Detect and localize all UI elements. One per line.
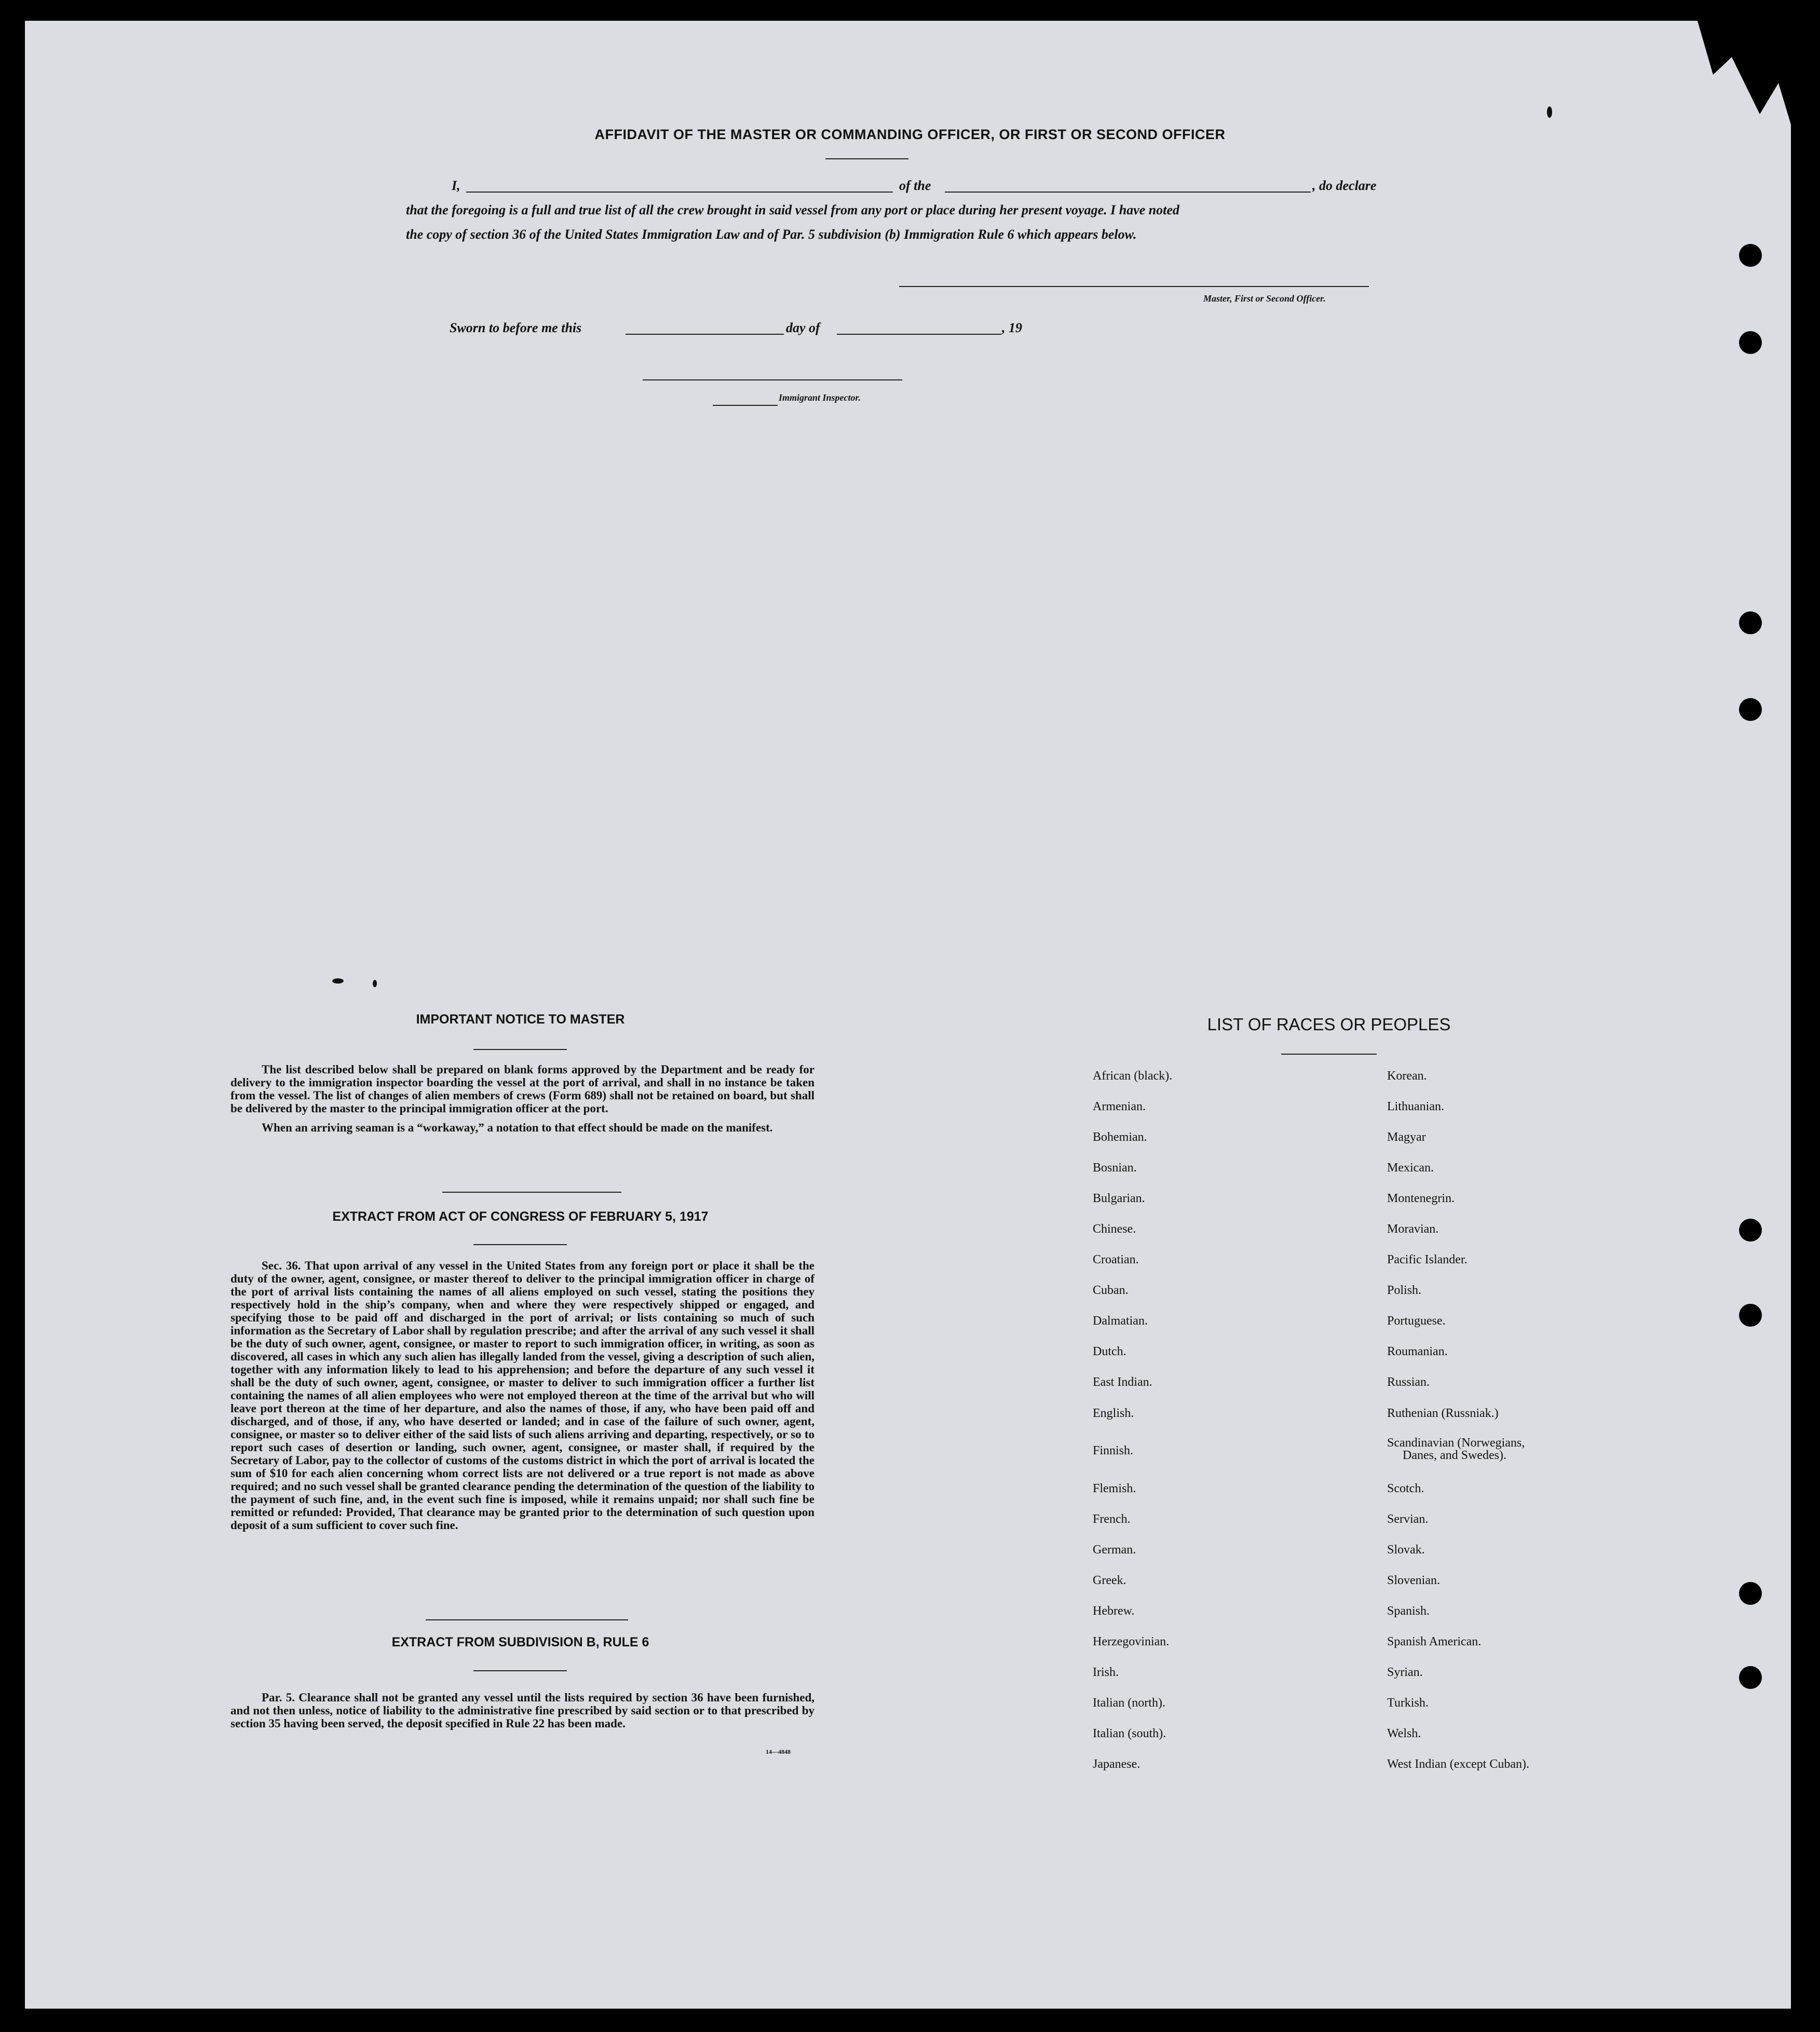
punch-hole: [1739, 331, 1762, 354]
form-number: 14—4848: [766, 1748, 791, 1755]
race-item: Bosnian.: [1093, 1161, 1137, 1175]
rule-rule: [473, 1670, 567, 1671]
race-item: Japanese.: [1093, 1757, 1140, 1771]
race-item: Spanish.: [1387, 1604, 1430, 1618]
races-rule: [1281, 1054, 1377, 1055]
race-item: Scotch.: [1387, 1482, 1424, 1495]
name-blank-line[interactable]: [466, 192, 893, 193]
race-item: Syrian.: [1387, 1666, 1423, 1679]
sworn-day-label: day of: [786, 320, 820, 335]
race-item: Spanish American.: [1387, 1635, 1482, 1648]
sworn-day-blank[interactable]: [626, 334, 784, 335]
race-item: Chinese.: [1093, 1222, 1136, 1236]
race-item: Portuguese.: [1387, 1314, 1446, 1328]
notice-title: IMPORTANT NOTICE TO MASTER: [416, 1012, 625, 1027]
race-item: Lithuanian.: [1387, 1100, 1444, 1113]
race-item: Hebrew.: [1093, 1604, 1135, 1618]
ink-speck: [1547, 106, 1552, 118]
race-item: English.: [1093, 1407, 1134, 1420]
race-item: German.: [1093, 1543, 1136, 1557]
race-item: Welsh.: [1387, 1727, 1421, 1740]
race-item: Pacific Islander.: [1387, 1253, 1468, 1266]
race-item: Croatian.: [1093, 1253, 1139, 1266]
race-item: Montenegrin.: [1387, 1192, 1455, 1205]
race-item: Bohemian.: [1093, 1130, 1147, 1144]
race-item: Finnish.: [1093, 1444, 1134, 1457]
act-section-36: Sec. 36. That upon arrival of any vessel in the United States from any foreign port or place it shall be the duty of the owner, agent, consignee, or master thereof to deliver to the principal immigration officer in charge of the port of arrival lists containing the names of all aliens employed on such vessel, stating the positions they respectively hold in the ship’s company, when and where they were respectively shipped or engaged, and specifying those to be paid off and discharged in the port of arrival; or lists containing so much of such information as the Secretary of Labor shall by regulation prescribe; and after the arrival of any such vessel it shall be the duty of such owner, agent, consignee, or master to report to such immigration officer, in writing, as soon as discovered, all cases in which any such alien has illegally landed from the vessel, giving a description of such alien, together with any information likely to lead to his apprehension; and before the departure of any such vessel it shall be the duty of such owner, agent, consignee, or master to deliver to such immigration officer a further list containing the names of all alien employees who were not employed thereon at the time of the arrival but who will leave port thereon at the time of her departure, and also the names of those, if any, who have been paid off and discharged, and of those, if any, who have deserted or landed; and in case of the failure of such owner, agent, consignee, or master so to deliver either of the said lists of such aliens arriving and departing, respectively, or so to report such cases of desertion or landing, such owner, agent, consignee, or master shall, if required by the Secretary of Labor, pay to the collector of customs of the customs district in which the port of arrival is located the sum of $10 for each alien concerning whom correct lists are not delivered or a true report is not made as above required; and no such vessel shall be granted clearance pending the determination of the question of the liability to the payment of such fine, and, in the event such fine is imposed, while it remains unpaid; nor shall such fine be remitted or refunded: Provided, That clearance may be granted prior to the determination of such question upon deposit of a sum sufficient to cover such fine.: [230, 1259, 814, 1532]
section-divider: [426, 1619, 628, 1620]
race-item: Scandinavian (Norwegians,: [1387, 1436, 1525, 1450]
affidavit-title: AFFIDAVIT OF THE MASTER OR COMMANDING OFFICER, OR FIRST OR SECOND OFFICER: [594, 127, 1226, 142]
punch-hole: [1739, 1582, 1762, 1605]
race-item: Russian.: [1387, 1375, 1430, 1389]
race-item: Italian (south).: [1093, 1727, 1166, 1740]
race-item: Servian.: [1387, 1512, 1429, 1526]
race-item: Greek.: [1093, 1574, 1126, 1587]
punch-hole: [1739, 698, 1762, 721]
declare-suffix: , do declare: [1312, 178, 1377, 193]
inspector-caption: Immigrant Inspector.: [779, 392, 861, 403]
notice-rule: [473, 1049, 567, 1050]
race-item: Moravian.: [1387, 1222, 1439, 1236]
declaration-line-3: the copy of section 36 of the United States Immigration Law and of Par. 5 subdivision (b) Immigration Rule 6 which appears below.: [406, 227, 1137, 242]
race-item: Irish.: [1093, 1666, 1119, 1679]
race-item: Italian (north).: [1093, 1696, 1165, 1710]
act-extract-title: EXTRACT FROM ACT OF CONGRESS OF FEBRUARY 5, 1917: [332, 1209, 709, 1224]
race-item: African (black).: [1093, 1069, 1173, 1083]
race-item: Magyar: [1387, 1130, 1426, 1144]
race-item: Bulgarian.: [1093, 1192, 1145, 1205]
races-title: LIST OF RACES OR PEOPLES: [1207, 1015, 1451, 1034]
signature-line[interactable]: [899, 286, 1369, 287]
race-item: Roumanian.: [1387, 1345, 1448, 1358]
punch-hole: [1739, 1304, 1762, 1327]
race-item: Turkish.: [1387, 1696, 1429, 1710]
race-item: West Indian (except Cuban).: [1387, 1757, 1529, 1771]
punch-hole: [1739, 1666, 1762, 1689]
inspector-caption-rule: [713, 405, 778, 406]
ink-speck: [373, 980, 377, 987]
race-item: Polish.: [1387, 1284, 1422, 1297]
notice-paragraph: When an arriving seaman is a “workaway,” a notation to that effect should be made on the manifest.: [262, 1121, 773, 1134]
race-item: Flemish.: [1093, 1482, 1136, 1495]
rule-par-5: Par. 5. Clearance shall not be granted any vessel until the lists required by section 36 have been furnished, and not then unless, notice of liability to the administrative fine prescribed by said section or to that prescribed by section 35 having been served, the deposit specified in Rule 22 has been made.: [230, 1691, 814, 1730]
signature-caption: Master, First or Second Officer.: [1203, 293, 1326, 304]
race-item: East Indian.: [1093, 1375, 1152, 1389]
race-item: Dalmatian.: [1093, 1314, 1148, 1328]
act-rule: [473, 1244, 567, 1245]
inspector-signature-line[interactable]: [643, 379, 902, 380]
race-item: Mexican.: [1387, 1161, 1434, 1175]
punch-hole: [1739, 611, 1762, 634]
race-item: Armenian.: [1093, 1100, 1146, 1113]
declaration-line-2: that the foregoing is a full and true list of all the crew brought in said vessel from any port or place during her present voyage. I have noted: [406, 202, 1180, 217]
race-item: French.: [1093, 1512, 1131, 1526]
punch-hole: [1739, 1219, 1762, 1242]
race-item: Slovenian.: [1387, 1574, 1440, 1587]
race-item: Korean.: [1387, 1069, 1427, 1083]
notice-paragraph: The list described below shall be prepared on blank forms approved by the Department and be ready for delivery to the immigration inspector boarding the vessel at the port of arrival, and shall in no instance be taken from the vessel. The list of changes of alien members of crews (Form 689) shall not be retained on board, but shall be delivered by the master to the principal immigration officer at the port.: [230, 1063, 814, 1115]
rule-extract-title: EXTRACT FROM SUBDIVISION B, RULE 6: [391, 1635, 649, 1649]
sworn-prefix: Sworn to before me this: [450, 320, 582, 335]
vessel-blank-line[interactable]: [945, 192, 1311, 193]
notice-text: [230, 1063, 814, 1134]
race-item: Herzegovinian.: [1093, 1635, 1170, 1648]
declare-mid: of the: [899, 178, 931, 193]
section-divider: [442, 1192, 621, 1193]
race-item: Dutch.: [1093, 1345, 1126, 1358]
sworn-year: , 19: [1002, 320, 1022, 335]
race-item: Cuban.: [1093, 1284, 1129, 1297]
punch-hole: [1739, 244, 1762, 267]
race-item: Slovak.: [1387, 1543, 1425, 1557]
ink-speck: [332, 978, 344, 984]
rule-extract-text: [230, 1691, 814, 1730]
race-item: Danes, and Swedes).: [1403, 1449, 1506, 1462]
race-item: Ruthenian (Russniak.): [1387, 1407, 1499, 1420]
sworn-month-blank[interactable]: [837, 334, 1001, 335]
declare-prefix: I,: [452, 178, 460, 193]
title-underline: [825, 158, 908, 159]
act-extract-text: [230, 1259, 814, 1532]
